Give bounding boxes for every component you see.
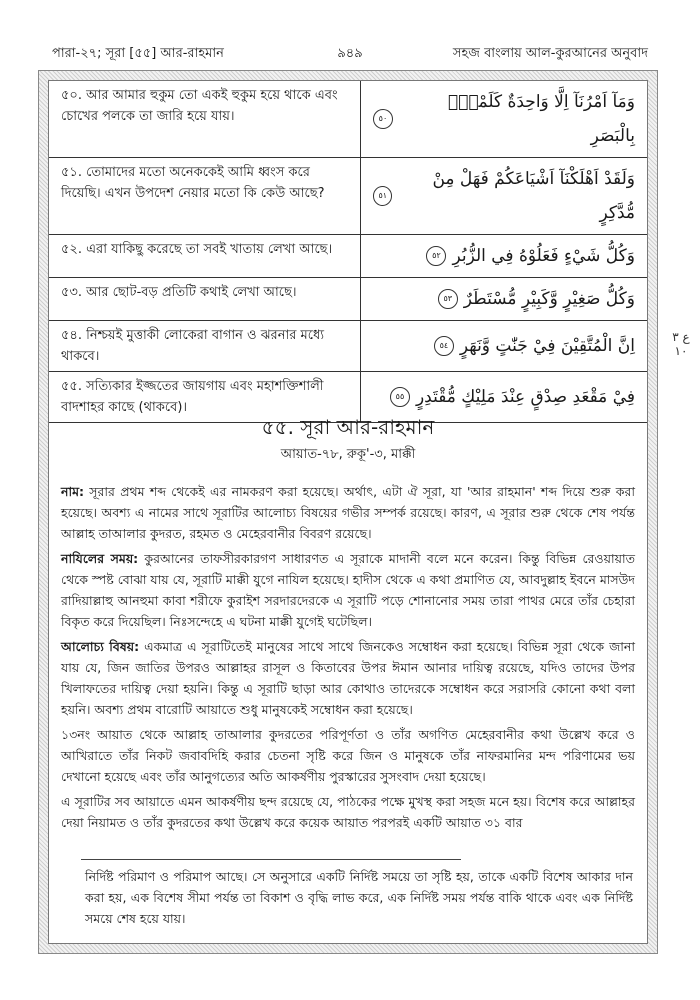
ruku-marker: ع ٣ ١٠: [672, 330, 690, 358]
verse-number-icon: ٥١: [373, 186, 392, 206]
footnote-divider: [81, 859, 461, 860]
header-book-title: সহজ বাংলায় আল-কুরআনের অনুবাদ: [452, 46, 648, 61]
section-subject: [61, 636, 635, 720]
section-text: ১৩নং আয়াত থেকে আল্লাহ তাআলার কুদরতের পরিপূর্ণতা ও তাঁর অগণিত মেহেরবানীর কথা উল্লেখ করে ও আখিরাতে তাঁর নিকট জবাবদিহি করার চেতনা সৃষ্টি করে জিন ও মানুষকে তাঁর নাফরমানির মন্দ পরিণামের ভয় দেখানো হয়েছে এবং তাঁর আনুগত্যের অতি আকর্ষণীয় পুরস্কারের সুসংবাদ দেয়া হয়েছে।: [61, 727, 635, 784]
page-number: ৯৪৯: [337, 46, 363, 61]
verse-number-icon: ٥٢: [426, 246, 446, 266]
verse-number-icon: ٥٥: [390, 387, 410, 407]
verse-row: [49, 81, 647, 158]
surah-heading: [49, 413, 647, 466]
verse-row: [49, 235, 647, 278]
verse-translation: ৫৩. আর ছোট-বড় প্রতিটি কথাই লেখা আছে।: [49, 278, 361, 320]
verse-number-icon: ٥٣: [438, 289, 458, 309]
verse-arabic: [361, 235, 647, 277]
verse-translation: ৫০. আর আমার হুকুম তো একই হুকুম হয়ে থাকে এবং চোখের পলকে তা জারি হয়ে যায়।: [49, 81, 361, 157]
verse-number-icon: ٥٤: [434, 336, 454, 356]
verse-row: [49, 321, 647, 372]
page-frame: [38, 70, 658, 954]
section-text: সূরার প্রথম শব্দ থেকেই এর নামকরণ করা হয়েছে। অর্থাৎ, এটা ঐ সূরা, যা 'আর রাহমান' শব্দ দিয়ে শুরু করা হয়েছে। অবশ্য এ নামের সাথে সূরাটির আলোচ্য বিষয়ের গভীর সম্পর্ক রয়েছে। কারণ, এ সূরার শুরু থেকে শেষ পর্যন্ত আল্লাহ তাআলার কুদরত, রহমত ও মেহেরবানীর বিবরণ রয়েছে।: [61, 484, 635, 541]
page-header: [52, 44, 648, 66]
arabic-text: وَكُلُّ شَيْءٍ فَعَلُوْهُ فِي الزُّبُرِ: [452, 246, 635, 266]
section-paragraph: [61, 791, 635, 833]
header-para-surah: পারা-২৭; সূরা [৫৫] আর-রাহমান: [52, 46, 224, 61]
section-text: কুরআনের তাফসীরকারগণ সাধারণত এ সূরাকে মাদানী বলে মনে করেন। কিন্তু বিভিন্ন রেওয়ায়াত থেকে স্পষ্ট বোঝা যায় যে, সূরাটি মাক্কী যুগে নাযিল হয়েছে। হাদীস থেকে এ কথা প্রমাণিত যে, আবদুল্লাহ ইবনে মাসউদ রাদিয়াল্লাহু আনহুমা কাবা শরীফে কুরাইশ সরদারদেরকে এ সূরাটি পড়ে শোনানোর সময় তারা পাথর মেরে তাঁর চেহারা বিকৃত করে দিয়েছিল। নিঃসন্দেহে এ ঘটনা মাক্কী যুগেই ঘটেছিল।: [61, 551, 635, 629]
section-revelation: [61, 548, 635, 632]
verse-translation: ৫৫. সত্যিকার ইজ্জতের জায়গায় এবং মহাশক্তিশালী বাদশাহর কাছে (থাকবে)।: [49, 372, 361, 422]
section-label: নাযিলের সময়:: [61, 551, 139, 566]
arabic-text: وَلَقَدْ اَهْلَكْنَآ اَشْيَاعَكُمْ فَهَلْ مِنْ مُّدَّكِرٍ: [432, 169, 635, 223]
surah-title: ৫৫. সূরা আর-রাহমান: [261, 415, 435, 439]
arabic-text: وَمَآ اَمْرُنَآ اِلَّا وَاحِدَةٌ كَلَمْحٍۭ بِالْبَصَرِ: [447, 92, 635, 146]
verse-translation: ৫২. এরা যাকিছু করেছে তা সবই খাতায় লেখা আছে।: [49, 235, 361, 277]
section-label: নাম:: [61, 484, 85, 499]
verse-arabic: [361, 278, 647, 320]
verse-row: [49, 278, 647, 321]
arabic-text: وَكُلُّ صَغِيْرٍ وَّكَبِيْرٍ مُّسْتَطَرٌ: [463, 289, 635, 309]
section-paragraph: [61, 724, 635, 787]
section-name: [61, 481, 635, 544]
arabic-text: فِيْ مَقْعَدِ صِدْقٍ عِنْدَ مَلِيْكٍ مُّقْتَدِرٍ: [415, 387, 635, 407]
footnote: নির্দিষ্ট পরিমাণ ও পরিমাপ আছে। সে অনুসারে একটি নির্দিষ্ট সময়ে তা সৃষ্টি হয়, তাকে একটি বিশেষ আকার দান করা হয়, এক বিশেষ সীমা পর্যন্ত তা বিকাশ ও বৃদ্ধি লাভ করে, এক নির্দিষ্ট সময় পর্যন্ত বাকি থাকে এবং এক নির্দিষ্ট সময়ে শেষ হয়ে যায়।: [85, 869, 633, 926]
verse-row: [49, 158, 647, 235]
verse-arabic: [361, 321, 647, 371]
surah-introduction: [61, 481, 635, 837]
verse-translation: ৫৪. নিশ্চয়ই মুত্তাকী লোকেরা বাগান ও ঝরনার মধ্যে থাকবে।: [49, 321, 361, 371]
verse-arabic: [361, 158, 647, 234]
arabic-text: اِنَّ الْمُتَّقِيْنَ فِيْ جَنّٰتٍ وَّنَهَرٍ: [459, 336, 635, 356]
verse-translation: ৫১. তোমাদের মতো অনেককেই আমি ধ্বংস করে দিয়েছি। এখন উপদেশ নেয়ার মতো কি কেউ আছে?: [49, 158, 361, 234]
surah-meta: আয়াত-৭৮, রুকূ'-৩, মাক্কী: [280, 447, 416, 462]
section-text: এ সূরাটির সব আয়াতে এমন আকর্ষণীয় ছন্দ রয়েছে যে, পাঠকের পক্ষে মুখস্থ করা সহজ মনে হয়। বিশেষ করে আল্লাহর দেয়া নিয়ামত ও তাঁর কুদরতের কথা উল্লেখ করে কয়েক আয়াত পরপরই একটি আয়াত ৩১ বার: [61, 794, 635, 830]
section-label: আলোচ্য বিষয়:: [61, 639, 140, 654]
verse-number-icon: ٥٠: [373, 109, 393, 129]
verse-table: [49, 81, 647, 423]
section-text: একমাত্র এ সূরাটিতেই মানুষের সাথে সাথে জিনকেও সম্বোধন করা হয়েছে। বিভিন্ন সূরা থেকে জানা যায় যে, জিন জাতির উপরও আল্লাহর রাসূল ও কিতাবের উপর ঈমান আনার দায়িত্ব রয়েছে, যদিও তাদের উপর খিলাফতের দায়িত্ব দেয়া হয়নি। কিন্তু এ সূরাটি ছাড়া আর কোথাও তাদেরকে সম্বোধন করে সরাসরি কোনো কথা বলা হয়নি। অবশ্য প্রথম বারোটি আয়াতে শুধু মানুষকেই সম্বোধন করা হয়েছে।: [61, 639, 635, 717]
verse-arabic: [361, 81, 647, 157]
page-content: [48, 80, 648, 944]
